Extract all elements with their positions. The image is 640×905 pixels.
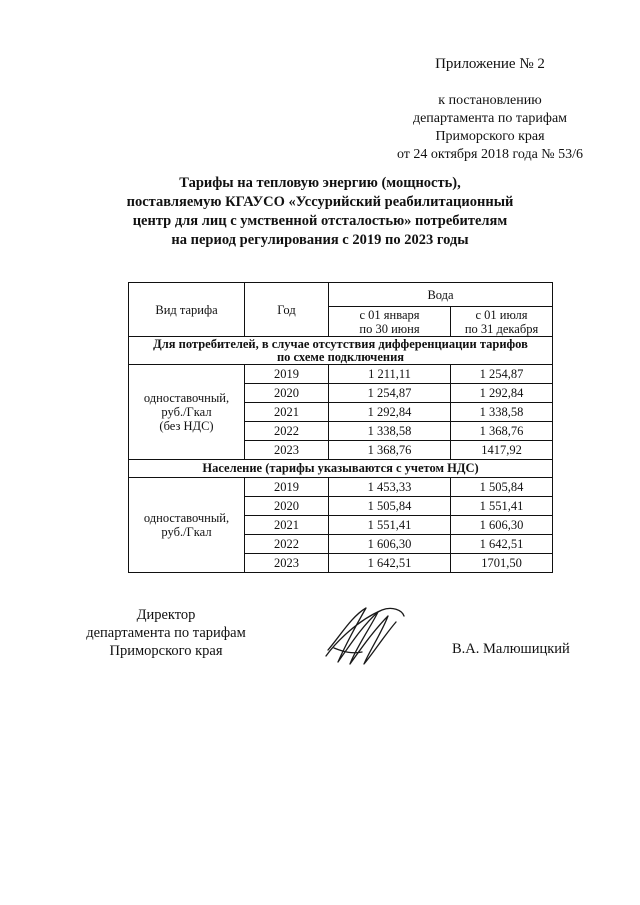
section-title-line: Для потребителей, в случае отсутствия дифференциации тарифов xyxy=(153,336,528,351)
tariff-h1-cell: 1 292,84 xyxy=(329,403,451,422)
tariff-h1-cell: 1 606,30 xyxy=(329,535,451,554)
header-period-2-line: с 01 июля xyxy=(475,307,528,322)
header-period-1 xyxy=(329,307,451,337)
tariff-h2-cell: 1 368,76 xyxy=(451,422,553,441)
signer-position-line: департамента по тарифам xyxy=(86,625,246,641)
tariff-h1-cell: 1 211,11 xyxy=(329,365,451,384)
tariff-h1-cell: 1 254,87 xyxy=(329,384,451,403)
section-header-row xyxy=(129,460,553,478)
tariff-h2-cell: 1 606,30 xyxy=(451,516,553,535)
tariff-h1-cell: 1 368,76 xyxy=(329,441,451,460)
tariff-h1-cell: 1 642,51 xyxy=(329,554,451,573)
year-cell: 2022 xyxy=(245,535,329,554)
tariff-h2-cell: 1417,92 xyxy=(451,441,553,460)
table-header-row xyxy=(129,283,553,307)
tariff-h1-cell: 1 338,58 xyxy=(329,422,451,441)
resolution-line: Приморского края xyxy=(435,129,545,144)
header-year: Год xyxy=(245,283,329,337)
tariff-type-line: (без НДС) xyxy=(159,419,214,433)
header-period-1-line: с 01 января xyxy=(359,307,420,322)
table-row xyxy=(129,478,553,497)
tariff-h2-cell: 1 551,41 xyxy=(451,497,553,516)
tariff-type-cell xyxy=(129,365,245,460)
year-cell: 2022 xyxy=(245,422,329,441)
year-cell: 2021 xyxy=(245,403,329,422)
title-line: Тарифы на тепловую энергию (мощность), xyxy=(179,175,461,191)
section-title-line: Население (тарифы указываются с учетом НДС) xyxy=(202,461,479,475)
resolution-line: департамента по тарифам xyxy=(412,111,568,126)
title-line: центр для лиц с умственной отсталостью» потребителям xyxy=(132,213,508,229)
table-row xyxy=(129,365,553,384)
year-cell: 2020 xyxy=(245,497,329,516)
resolution-line: к постановлению xyxy=(438,93,542,108)
header-period-2 xyxy=(451,307,553,337)
tariff-h1-cell: 1 551,41 xyxy=(329,516,451,535)
annex-number: Приложение № 2 xyxy=(435,56,545,72)
header-tariff-type: Вид тарифа xyxy=(129,283,245,337)
tariff-h1-cell: 1 505,84 xyxy=(329,497,451,516)
title-line: поставляемую КГАУСО «Уссурийский реабилитационный xyxy=(126,194,514,210)
year-cell: 2023 xyxy=(245,441,329,460)
year-cell: 2019 xyxy=(245,478,329,497)
tariff-table xyxy=(128,282,553,573)
signer-position-line: Директор xyxy=(136,607,196,623)
title-line: на период регулирования с 2019 по 2023 годы xyxy=(171,232,469,248)
tariff-h2-cell: 1 642,51 xyxy=(451,535,553,554)
tariff-type-line: руб./Гкал xyxy=(161,525,212,539)
header-period-2-line: по 31 декабря xyxy=(464,321,539,336)
year-cell: 2021 xyxy=(245,516,329,535)
header-water: Вода xyxy=(329,283,553,307)
tariff-h2-cell: 1701,50 xyxy=(451,554,553,573)
tariff-h2-cell: 1 338,58 xyxy=(451,403,553,422)
tariff-h2-cell: 1 292,84 xyxy=(451,384,553,403)
tariff-h2-cell: 1 505,84 xyxy=(451,478,553,497)
tariff-h2-cell: 1 254,87 xyxy=(451,365,553,384)
handwritten-signature xyxy=(322,602,408,670)
tariff-type-line: руб./Гкал xyxy=(161,405,212,419)
header-period-1-line: по 30 июня xyxy=(359,321,420,336)
resolution-reference xyxy=(380,92,600,164)
section-header-row xyxy=(129,337,553,365)
year-cell: 2023 xyxy=(245,554,329,573)
tariff-type-line: одноставочный, xyxy=(143,391,230,405)
year-cell: 2020 xyxy=(245,384,329,403)
tariff-type-cell xyxy=(129,478,245,573)
year-cell: 2019 xyxy=(245,365,329,384)
signer-position-line: Приморского края xyxy=(109,643,223,659)
section-title-line: по схеме подключения xyxy=(276,349,405,364)
signer-name: В.А. Малюшицкий xyxy=(452,641,570,657)
resolution-line: от 24 октября 2018 года № 53/6 xyxy=(396,147,584,162)
tariff-h1-cell: 1 453,33 xyxy=(329,478,451,497)
section-title xyxy=(129,460,553,478)
document-title xyxy=(90,174,550,250)
section-title xyxy=(129,337,553,365)
signer-position xyxy=(66,606,266,660)
tariff-type-line: одноставочный, xyxy=(143,511,230,525)
